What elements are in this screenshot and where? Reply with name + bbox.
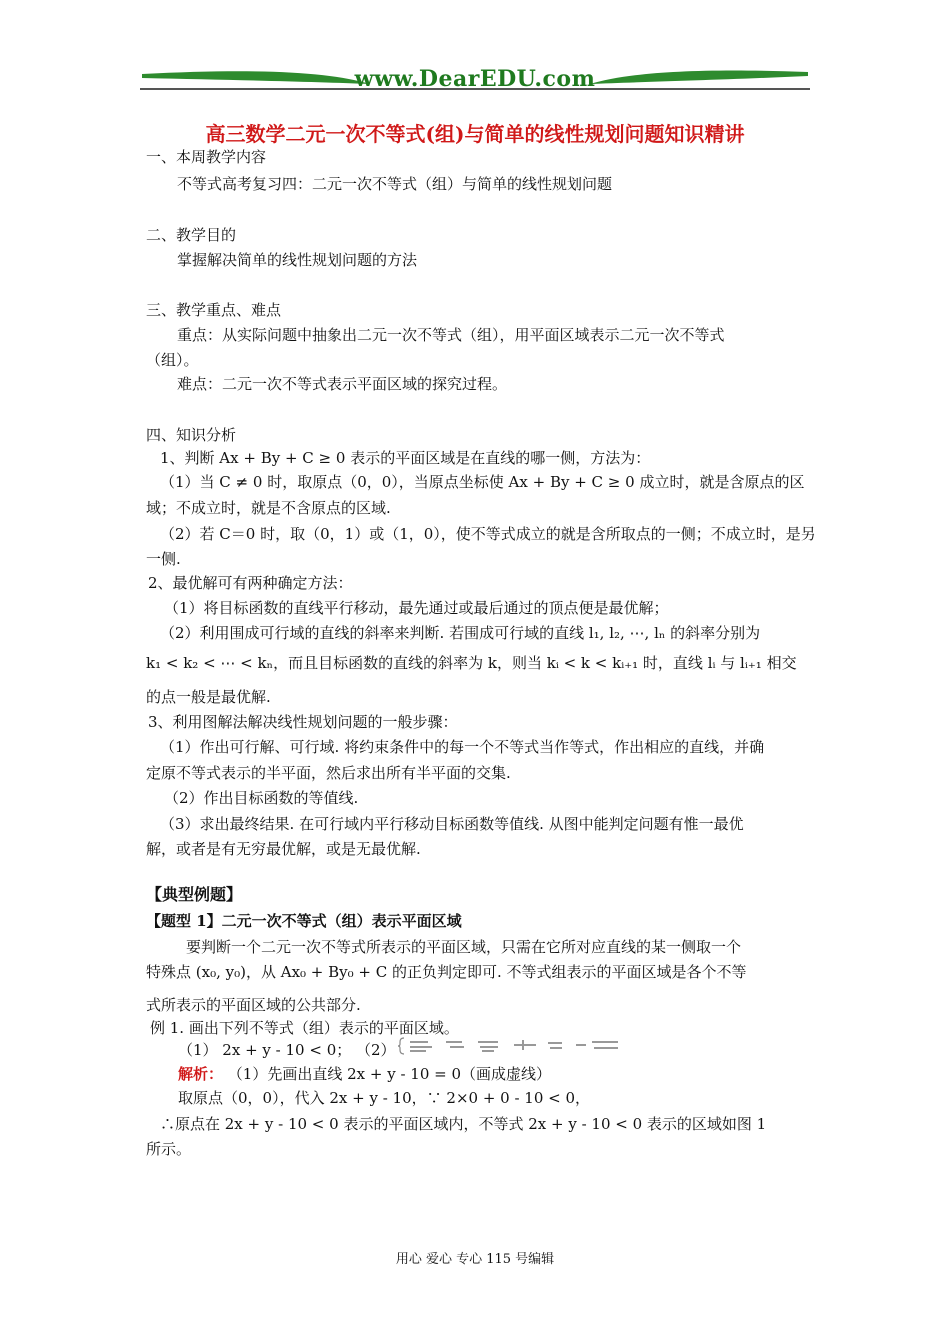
header-banner <box>140 62 810 96</box>
text-line: 式所表示的平面区域的公共部分. <box>146 996 361 1014</box>
text-line: 要判断一个二元一次不等式所表示的平面区域，只需在它所对应直线的某一侧取一个 <box>186 938 742 956</box>
text-line: （2）利用围成可行域的直线的斜率来判断. 若围成可行域的直线 l₁, l₂, ⋯, lₙ 的斜率分别为 <box>160 624 761 642</box>
text-line: 定原不等式表示的半平面，然后求出所有半平面的交集. <box>146 764 511 782</box>
page-footer: 用心 爱心 专心 115 号编辑 <box>395 1252 555 1267</box>
text-line: （1）作出可行解、可行域. 将约束条件中的每一个不等式当作等式，作出相应的直线，并确 <box>160 738 765 756</box>
heading-keypoints: 三、教学重点、难点 <box>146 301 282 319</box>
example-1-items: （1） 2x + y - 10 < 0； （2） <box>178 1041 396 1059</box>
text-line: （2）若 C＝0 时，取（0，1）或（1，0），使不等式成立的就是含所取点的一侧；不成立时，是另 <box>160 525 816 543</box>
inequality-system-image <box>398 1036 624 1056</box>
heading-analysis: 四、知识分析 <box>146 426 237 444</box>
text-line: 1、判断 Ax + By + C ≥ 0 表示的平面区域是在直线的哪一侧，方法为： <box>160 449 651 467</box>
text-line: 难点：二元一次不等式表示平面区域的探究过程。 <box>177 375 508 393</box>
solution-label: 解析： <box>178 1065 224 1083</box>
text-line: 重点：从实际问题中抽象出二元一次不等式（组），用平面区域表示二元一次不等式 <box>177 326 725 344</box>
section-examples: 【典型例题】 <box>146 885 243 904</box>
text-line: （2）作出目标函数的等值线. <box>164 789 359 807</box>
text-line: （组）。 <box>146 351 199 369</box>
example-1: 例 1. 画出下列不等式（组）表示的平面区域。 <box>150 1019 459 1037</box>
page-title: 高三数学二元一次不等式(组)与简单的线性规划问题知识精讲 <box>205 122 745 146</box>
heading-purpose: 二、教学目的 <box>146 226 237 244</box>
text-line: ∴原点在 2x + y - 10 < 0 表示的平面区域内，不等式 2x + y - 10 < 0 表示的区域如图 1 <box>160 1115 767 1133</box>
text-line: 的点一般是最优解. <box>146 688 271 706</box>
text-line: 特殊点 (x₀, y₀)，从 Ax₀ + By₀ + C 的正负判定即可. 不等式组表示的平面区域是各个不等 <box>146 963 747 981</box>
text-line: 解，或者是有无穷最优解，或是无最优解. <box>146 840 421 858</box>
text-line: （1）将目标函数的直线平行移动，最先通过或最后通过的顶点便是最优解； <box>164 599 669 617</box>
text-line: 取原点（0，0），代入 2x + y - 10，∵ 2×0 + 0 - 10 < 0， <box>178 1089 591 1107</box>
heading-content: 一、本周教学内容 <box>146 148 267 166</box>
text-line: 域；不成立时，就是不含原点的区域. <box>146 499 391 517</box>
solution-text: （1）先画出直线 2x + y - 10 = 0（画成虚线） <box>227 1065 552 1083</box>
text-line: k₁ < k₂ < ⋯ < kₙ，而且目标函数的直线的斜率为 k，则当 kᵢ < k < kᵢ₊₁ 时，直线 lᵢ 与 lᵢ₊₁ 相交 <box>146 654 797 672</box>
text-line: 3、利用图解法解决线性规划问题的一般步骤： <box>148 713 458 731</box>
text-line: 所示。 <box>146 1140 192 1158</box>
site-logo[interactable]: www.DearEDU.com <box>354 66 596 92</box>
text-line: 掌握解决简单的线性规划问题的方法 <box>177 251 418 269</box>
topic-heading: 【题型 1】二元一次不等式（组）表示平面区域 <box>146 912 462 930</box>
text-line: 2、最优解可有两种确定方法： <box>148 574 353 592</box>
text-line: （1）当 C ≠ 0 时，取原点（0，0），当原点坐标使 Ax + By + C ≥ 0 成立时，就是含原点的区 <box>160 473 805 491</box>
text-line: 一侧. <box>146 550 181 568</box>
text-line: （3）求出最终结果. 在可行域内平行移动目标函数等值线. 从图中能判定问题有惟一最优 <box>160 815 744 833</box>
text-line: 不等式高考复习四：二元一次不等式（组）与简单的线性规划问题 <box>177 175 613 193</box>
solution-line <box>178 1062 551 1086</box>
